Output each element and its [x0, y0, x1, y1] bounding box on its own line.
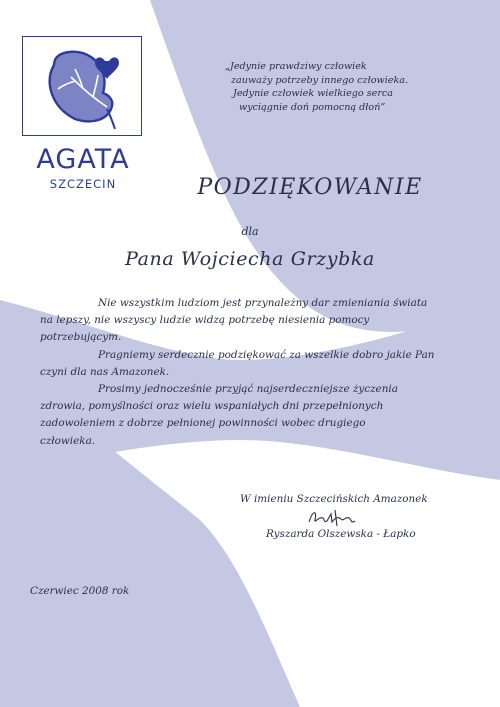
quote-line: wyciągnie doń pomocną dłoń”	[239, 101, 386, 113]
body-line: na lepszy, nie wszyscy ludzie widzą potrzebę niesienia pomocy	[40, 314, 370, 327]
body-line: Prosimy jednocześnie przyjąć najserdeczniejsze życzenia	[98, 383, 398, 396]
issue-date: Czerwiec 2008 rok	[30, 585, 130, 597]
quote-line: zauważy potrzeby innego człowieka.	[231, 74, 409, 86]
body-line: człowieka.	[40, 434, 96, 447]
body-line: zdrowia, pomyślności oraz wielu wspaniałych dni przepełnionych	[40, 400, 384, 413]
body-line: Nie wszystkim ludziom jest przynależny dar zmieniania świata	[98, 297, 428, 309]
body-line: czyni dla nas Amazonek.	[40, 365, 170, 378]
certificate-body	[40, 295, 470, 450]
logo-frame	[22, 36, 142, 136]
motto-quote	[225, 60, 455, 114]
signatory-name: Ryszarda Olszewska - Łapko	[266, 528, 416, 540]
signatory-organization: W imieniu Szczecińskich Amazonek	[240, 493, 428, 505]
for-label: dla	[241, 225, 259, 238]
leaf-heart-icon	[23, 37, 140, 134]
logo-name: AGATA	[36, 144, 130, 175]
quote-line: „Jedynie prawdziwy człowiek	[225, 61, 367, 72]
handwritten-signature	[305, 506, 361, 528]
quote-line: Jedynie człowiek wielkiego serca	[233, 88, 394, 99]
body-line: zadowoleniem z dobrze pełnionej powinności wobec drugiego	[40, 417, 366, 430]
body-line: potrzebującym.	[40, 331, 122, 344]
body-line: Pragniemy serdecznie podziękować za wszelkie dobro jakie Pan	[98, 348, 435, 361]
recipient-name: Pana Wojciecha Grzybka	[125, 248, 375, 270]
logo-city: SZCZECIN	[49, 177, 117, 191]
certificate-title: PODZIĘKOWANIE	[197, 175, 423, 200]
